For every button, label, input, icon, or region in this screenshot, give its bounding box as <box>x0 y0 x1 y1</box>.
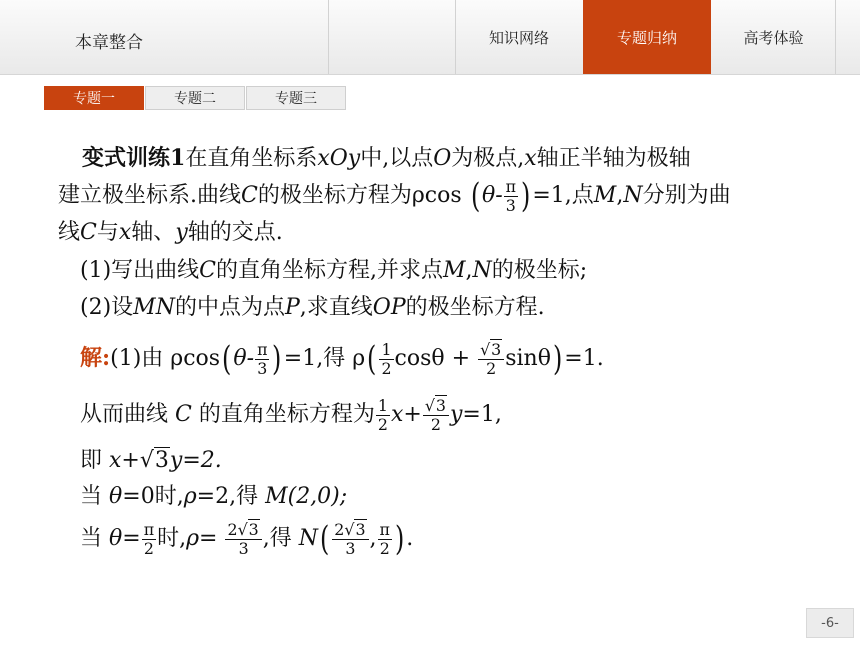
page-number: -6- <box>806 608 854 638</box>
tab-topic-summary[interactable]: 专题归纳 <box>583 0 711 74</box>
solution-line-2: 从而曲线 C 的直角坐标方程为 $\frac{1}{2}$ x+ $\frac{√3}{2}$ y=1, <box>80 395 502 434</box>
nav-divider <box>835 0 836 74</box>
top-nav-bar <box>0 0 860 75</box>
topic-subtabs <box>44 86 347 110</box>
solution-line-1: 解:(1)由 ρcos(θ- $\frac{\pi}{3}$ )=1,得 ρ( $\frac{1}{2}$ cosθ + $\frac{√3}{2}$ sinθ)=1. <box>80 339 604 380</box>
question-1: (1)写出曲线C的直角坐标方程,并求点M,N的极坐标; <box>80 258 588 283</box>
tab-knowledge-network[interactable]: 知识网络 <box>488 28 549 47</box>
subtab-topic-1[interactable]: 专题一 <box>44 86 144 110</box>
solution-line-4: 当 θ=0时,ρ=2,得 M(2,0); <box>80 484 348 509</box>
solution-line-3: 即 x+√3y=2. <box>80 448 222 473</box>
solution-line-5: 当 θ= $\frac{\pi}{2}$ 时,ρ= $\frac{2√3}{3}$ ,得 N( $\frac{2√3}{3}$ , $\frac{\pi}{2}$ ). <box>80 519 414 560</box>
nav-divider <box>328 0 329 74</box>
solution-label: 解: <box>80 345 111 371</box>
chapter-title: 本章整合 <box>75 33 143 53</box>
fraction-pi-over-3: $\frac{\pi}{3}$ <box>505 176 517 215</box>
problem-line-1: 变式训练1在直角坐标系xOy中,以点O为极点,x轴正半轴为极轴 <box>82 145 691 171</box>
problem-line-3: 线C与x轴、y轴的交点. <box>58 220 283 245</box>
question-2: (2)设MN的中点为点P,求直线OP的极坐标方程. <box>80 295 545 320</box>
subtab-topic-2[interactable]: 专题二 <box>145 86 245 110</box>
problem-heading: 变式训练1 <box>82 145 186 171</box>
tab-exam-experience[interactable]: 高考体验 <box>743 28 804 47</box>
problem-line-2: 建立极坐标系.曲线C的极坐标方程为ρcos (θ- $\frac{\pi}{3}$ )=1,点M,N分别为曲 <box>58 176 731 217</box>
subtab-topic-3[interactable]: 专题三 <box>246 86 346 110</box>
